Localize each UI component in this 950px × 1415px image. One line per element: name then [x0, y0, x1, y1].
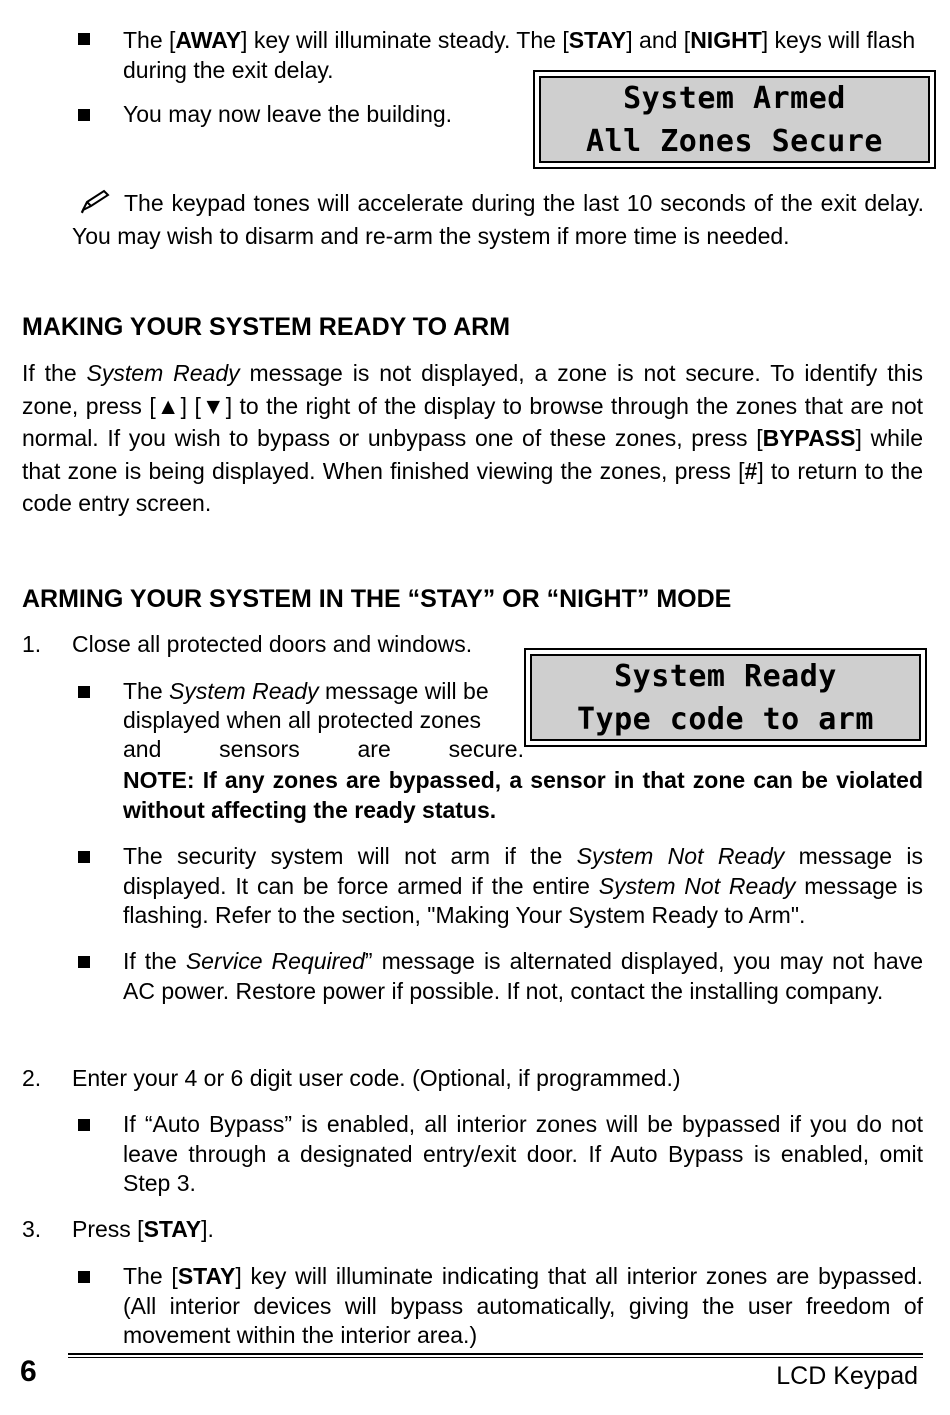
- lcd-line-2: All Zones Secure: [586, 123, 883, 159]
- bullet-stay-illuminate: The [STAY] key will illuminate indicating that all interior zones are bypassed. (All interior devices will bypass automatically, giving the user freedom of movement within the interior area.): [123, 1263, 923, 1348]
- step-number: 3.: [22, 1216, 42, 1242]
- lcd-display-ready: [524, 648, 927, 747]
- step-3-text: Press [STAY].: [72, 1216, 214, 1242]
- bullet-marker: [78, 33, 90, 45]
- bullet-away-key: The [AWAY] key will illuminate steady. The [STAY] and [NIGHT] keys will flash during the exit delay.: [123, 27, 916, 83]
- heading-making-ready: MAKING YOUR SYSTEM READY TO ARM: [22, 313, 511, 341]
- bullet-marker: [78, 109, 90, 121]
- bullet-marker: [78, 1119, 90, 1131]
- bullet-not-ready: The security system will not arm if the System Not Ready message is displayed. It can be force armed if the entire System Not Ready message is flashing. Refer to the section, "Making Your System Ready to Arm".: [123, 843, 924, 928]
- page-number: 6: [20, 1355, 37, 1388]
- bullet-auto-bypass: If “Auto Bypass” is enabled, all interior zones will be bypassed if you do not leave through a designated entry/exit door. If Auto Bypass is enabled, omit Step 3.: [123, 1111, 923, 1196]
- bullet-service-required: If the Service Required” message is alternated displayed, you may not have AC power. Restore power if possible. If not, contact the installing company.: [123, 948, 923, 1004]
- bullet-system-ready-line-1: The System Ready message will be: [123, 678, 489, 704]
- bullet-marker: [78, 956, 90, 968]
- heading-arming-stay-night: ARMING YOUR SYSTEM IN THE “STAY” OR “NIGHT” MODE: [22, 585, 732, 613]
- bullet-marker: [78, 686, 90, 698]
- note-bypassed-zones: NOTE: If any zones are bypassed, a sensor in that zone can be violated without affecting the ready status.: [123, 767, 923, 823]
- lcd-line-2: Type code to arm: [577, 701, 874, 737]
- lcd-line-1: System Ready: [614, 658, 837, 694]
- bullet-system-ready-line-3: and sensors are secure.: [123, 736, 524, 762]
- bullet-marker: [78, 851, 90, 863]
- paragraph-making-ready: If the System Ready message is not displayed, a zone is not secure. To identify this zone, press [▲] [▼] to the right of the display to browse through the zones that are not normal. If you wish to bypass or unbypass one of these zones, press [BYPASS] while that zone is being displayed. When finished viewing the zones, press [#] to return to the code entry screen.: [22, 360, 924, 516]
- footer-rule-thin: [68, 1357, 923, 1358]
- lcd-line-1: System Armed: [623, 80, 846, 116]
- step-number: 2.: [22, 1065, 42, 1091]
- up-arrow-icon: ▲: [155, 392, 181, 419]
- step-1-text: Close all protected doors and windows.: [72, 631, 473, 657]
- bullet-system-ready-line-2: displayed when all protected zones: [123, 707, 482, 733]
- footer-rule: [68, 1353, 923, 1355]
- note-keypad-tones: The keypad tones will accelerate during the last 10 seconds of the exit delay. You may wish to disarm and re-arm the system if more time is needed.: [72, 190, 924, 249]
- down-arrow-icon: ▼: [200, 392, 226, 419]
- step-number: 1.: [22, 631, 42, 657]
- bullet-marker: [78, 1271, 90, 1283]
- step-2-text: Enter your 4 or 6 digit user code. (Optional, if programmed.): [72, 1065, 681, 1091]
- bullet-leave-building: You may now leave the building.: [123, 101, 453, 127]
- lcd-display-armed: [533, 70, 936, 169]
- footer-title: LCD Keypad: [776, 1362, 918, 1390]
